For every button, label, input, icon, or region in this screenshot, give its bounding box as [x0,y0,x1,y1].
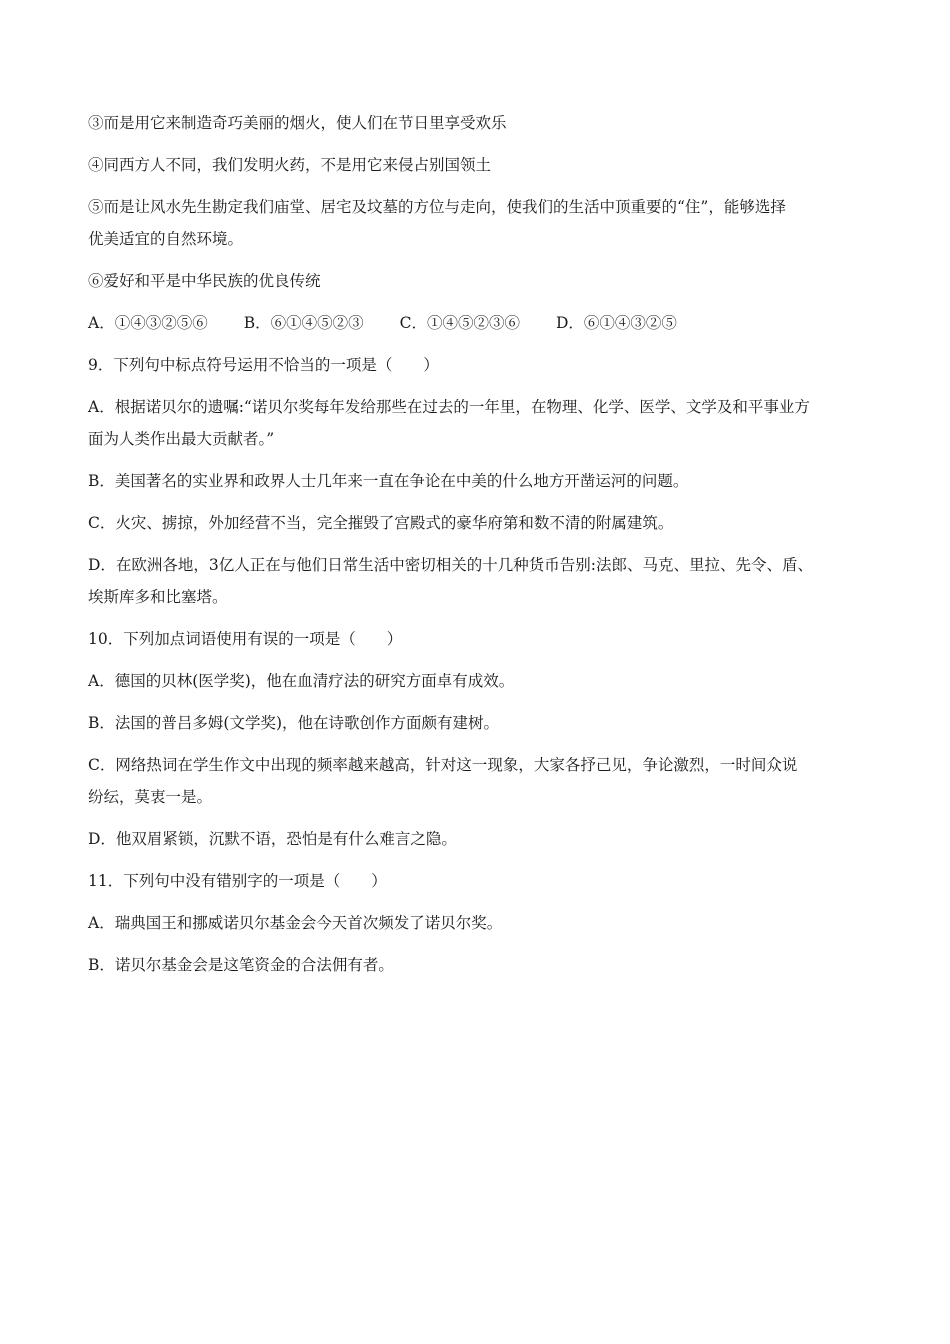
option-text-line-1: C．网络热词在学生作文中出现的频率越来越高，针对这一现象，大家各抒己见，争论激烈，一时间众说 [88,756,798,774]
option-text-line-2: 面为人类作出最大贡献者。” [88,430,275,448]
question-text: 9．下列句中标点符号运用不恰当的一项是（ ） [88,356,439,374]
question-10-option-a [88,670,868,692]
sentence-item-5 [88,196,868,250]
sentence-text-line-1: ⑤而是让风水先生勘定我们庙堂、居宅及坟墓的方位与走向，使我们的生活中顶重要的“住”，能够选择 [88,198,786,216]
sentence-text: ③而是用它来制造奇巧美丽的烟火，使人们在节日里享受欢乐 [88,114,507,132]
question-9-option-d [88,554,868,608]
option-text: B．诺贝尔基金会是这笔资金的合法佣有者。 [88,956,394,974]
question-10-option-d [88,828,868,850]
option-b: B．⑥①④⑤②③ [243,314,364,332]
sentence-item-6 [88,270,868,292]
question-11-stem [88,870,868,892]
option-text: C．火灾、掳掠，外加经营不当，完全摧毁了宫殿式的豪华府第和数不清的附属建筑。 [88,514,674,532]
option-text-line-2: 埃斯库多和比塞塔。 [88,588,228,606]
option-text: A．瑞典国王和挪威诺贝尔基金会今天首次频发了诺贝尔奖。 [88,914,503,932]
option-text: B．法国的普吕多姆(文学奖)，他在诗歌创作方面颇有建树。 [88,714,499,732]
question-text: 10．下列加点词语使用有误的一项是（ ） [88,630,403,648]
option-text: D．他双眉紧锁，沉默不语，恐怕是有什么难言之隐。 [88,830,457,848]
question-10-stem [88,628,868,650]
question-9-option-b [88,470,868,492]
question-9-option-c [88,512,868,534]
question-11-option-a [88,912,868,934]
option-d: D．⑥①④③②⑤ [555,314,677,332]
option-text: A．德国的贝林(医学奖)，他在血清疗法的研究方面卓有成效。 [88,672,515,690]
question-10-option-c [88,754,868,808]
sentence-item-4 [88,154,868,176]
option-text: B．美国著名的实业界和政界人士几年来一直在争论在中美的什么地方开凿运河的问题。 [88,472,689,490]
option-text-line-1: A．根据诺贝尔的遗嘱:“诺贝尔奖每年发给那些在过去的一年里，在物理、化学、医学、文学及和平事业方 [88,398,810,416]
sentence-text: ④同西方人不同，我们发明火药，不是用它来侵占别国领土 [88,156,492,174]
question-11-option-b [88,954,868,976]
question-9-stem [88,354,868,376]
sentence-text-line-2: 优美适宜的自然环境。 [88,230,244,248]
option-c: C．①④⑤②③⑥ [399,314,520,332]
option-text-line-1: D．在欧洲各地，3亿人正在与他们日常生活中密切相关的十几种货币告别:法郎、马克、里拉、先令、盾、 [88,556,814,574]
option-a: A．①④③②⑤⑥ [88,314,208,332]
question-8-options [88,312,868,334]
sentence-item-3 [88,112,868,134]
sentence-text: ⑥爱好和平是中华民族的优良传统 [88,272,321,290]
question-10-option-b [88,712,868,734]
document-page [88,112,868,996]
question-9-option-a [88,396,868,450]
question-text: 11．下列句中没有错别字的一项是（ ） [88,872,387,890]
option-text-line-2: 纷纭，莫衷一是。 [88,788,213,806]
